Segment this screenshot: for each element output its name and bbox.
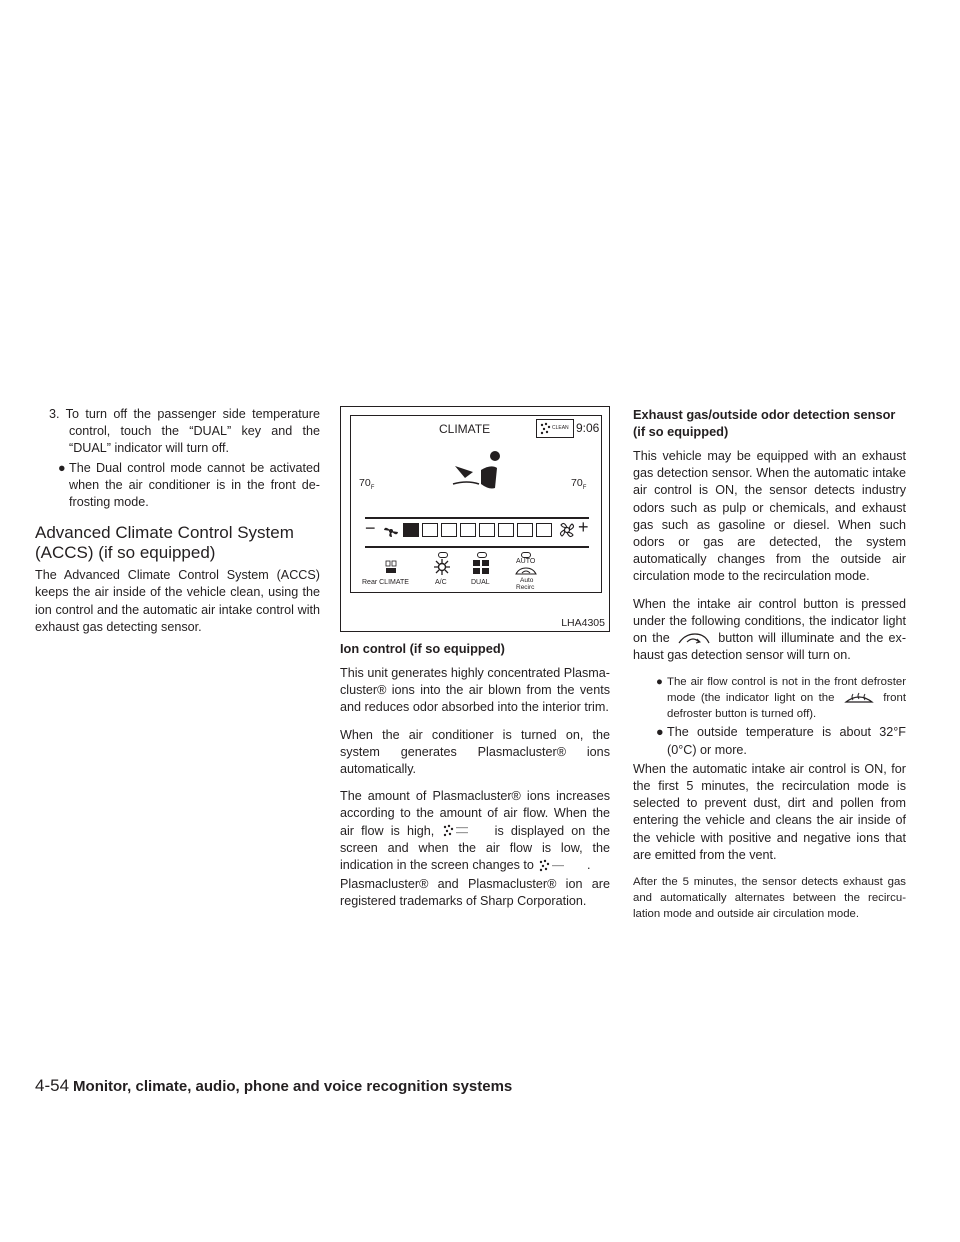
screen-title: CLIMATE	[439, 422, 491, 436]
left-column	[35, 406, 320, 646]
quick-clean-icon	[441, 823, 487, 839]
dual-seat-icon	[472, 559, 490, 575]
airflow-seat-icon	[451, 448, 511, 503]
ion-p2: When the air conditioner is turned on, the system generates Plasmacluster® ions automatically.	[340, 727, 610, 777]
divider-top	[365, 517, 589, 519]
ion-p1: This unit generates highly concentrated Plasma-cluster® ions into the air blown from the vents and reduces odor absorbed into the interior trim.	[340, 666, 610, 715]
recirc-button-icon	[675, 631, 713, 647]
fan-segment	[422, 523, 438, 537]
bullet-dual-mode: ● The Dual control mode cannot be activated when the air conditioner is in the front de-frosting mode.	[58, 460, 320, 510]
climate-screen-figure	[340, 406, 610, 632]
page-number: 4-54	[35, 1076, 70, 1095]
fan-segment	[403, 523, 419, 537]
snowflake-icon	[434, 559, 450, 575]
page-footer	[35, 1076, 512, 1096]
right-column	[633, 406, 906, 932]
fan-segment	[479, 523, 495, 537]
fan-plus-icon[interactable]: +	[578, 517, 589, 537]
ion-control-heading: Ion control (if so equipped)	[340, 641, 505, 656]
middle-column	[340, 640, 610, 921]
bullet-temperature: ● The outside temperature is about 32°F (0°C) or more.	[656, 725, 906, 757]
exhaust-heading: Exhaust gas/outside odor detection sensor (if so equipped)	[633, 407, 896, 439]
ion-p4: Plasmacluster® and Plasmacluster® ion are registered trademarks of Sharp Corporation.	[340, 877, 610, 909]
ac-indicator	[438, 552, 448, 558]
fan-speed-bar[interactable]	[365, 517, 595, 541]
bullet-dot: ●	[656, 725, 664, 740]
clean-icon	[537, 858, 583, 874]
temp-left: $70_F$	[359, 477, 375, 492]
exhaust-p1: This vehicle may be equipped with an exhaust gas detection sensor. When the automatic intake air control is ON, the sensor detects industry odors such as pulp or chemicals, and exhaust gas such as gasoline or diesel. When such odors or gas are detected, the system automatically changes from the outside air circulation mode to the recirculation mode.	[633, 449, 906, 584]
temp-right: $70_F$	[571, 477, 587, 492]
auto-recirc-button[interactable]: AUTO Auto Recirc	[516, 558, 536, 591]
fan-segment	[517, 523, 533, 537]
dual-button[interactable]: DUAL	[472, 559, 490, 580]
step-3: 3. To turn off the passenger side temperature control, touch the “DUAL” key and the “DUAL” indicator will turn off.	[49, 407, 320, 456]
accs-intro: The Advanced Climate Control System (ACCS) keeps the air inside of the vehicle clean, using the ion control and the automatic air intake control with exhaust gas detecting sensor.	[35, 568, 320, 634]
screen-time: 9:06	[576, 421, 600, 435]
exhaust-p3: When the automatic intake air control is ON, for the first 5 minutes, the recirculation mode is selected to prevent dust, dirt and pollen from entering the vehicle and cleans the air inside of the vehicle with positive and negative ions that are emitted from the vent.	[633, 761, 906, 862]
ion-p3: The amount of Plasmacluster® ions increases according to the amount of air flow. When the air flow is high, is displayed on the screen and when the air flow is low, the indication in the screen changes to .	[340, 789, 610, 873]
fan-minus-icon[interactable]: −	[365, 518, 376, 538]
front-defroster-icon	[840, 690, 878, 706]
bullet-defroster: ● The air flow control is not in the front defroster mode (the indicator light on the front defroster button is turned off).	[656, 676, 906, 721]
dual-indicator	[477, 552, 487, 558]
ac-button[interactable]: A/C	[434, 559, 450, 580]
plasmacluster-clean-indicator: CLEAN	[536, 419, 574, 438]
bullet-dot: ●	[58, 460, 66, 475]
figure-code: LHA4305	[561, 617, 605, 629]
fan-segment	[460, 523, 476, 537]
chapter-title: Monitor, climate, audio, phone and voice recognition systems	[73, 1078, 513, 1095]
fan-max-icon	[558, 521, 576, 539]
bullet-dot: ●	[656, 676, 663, 689]
climate-screen: CLIMATE CLEAN 9:06 $70_F$ $70_F$ − + Rear CLIMATE A/C DUAL AUTO Auto Recirc	[350, 415, 602, 593]
ion-icon	[538, 421, 552, 436]
fan-icon	[383, 524, 399, 538]
fan-segment	[441, 523, 457, 537]
exhaust-p4: After the 5 minutes, the sensor detects exhaust gas and automatically alternates between the recircu-lation mode and outside air circulation mode.	[633, 876, 906, 921]
rear-seat-icon	[385, 560, 397, 575]
divider-bottom	[365, 546, 589, 548]
exhaust-p2: When the intake air control button is pressed under the following conditions, the indicator light on the button will illuminate and the ex-haust gas detection sensor will turn on.	[633, 596, 907, 663]
section-title: Advanced Climate Control System (ACCS) (if so equipped)	[35, 523, 294, 563]
recirc-icon	[515, 567, 537, 576]
fan-segment	[498, 523, 514, 537]
fan-segment	[536, 523, 552, 537]
